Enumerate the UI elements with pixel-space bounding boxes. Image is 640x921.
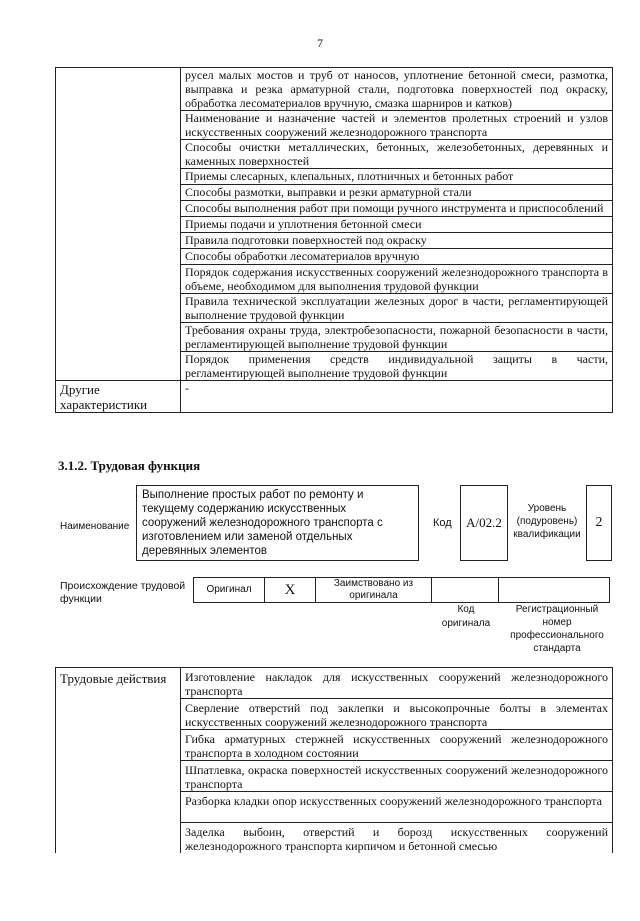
table-cell: Способы размотки, выправки и резки арматурной стали xyxy=(181,185,613,201)
table-cell: Гибка арматурных стержней искусственных сооружений железнодорожного транспорта в холодном состоянии xyxy=(181,730,613,761)
other-characteristics-label: Другие характеристики xyxy=(56,381,181,413)
labor-actions-table xyxy=(55,667,613,853)
table-cell: Заделка выбоин, отверстий и борозд искусственных сооружений железнодорожного транспорта кирпичом и бетонной смесью xyxy=(181,823,613,854)
table-cell: Наименование и назначение частей и элементов пролетных строений и узлов искусственных сооружений железнодорожного транспорта xyxy=(181,111,613,140)
table-cell: Шпатлевка, окраска поверхностей искусственных сооружений железнодорожного транспорта xyxy=(181,761,613,792)
table-cell: Порядок содержания искусственных сооружений железнодорожного транспорта в объеме, необходимом для выполнения трудовой функции xyxy=(181,265,613,294)
labor-actions-label: Трудовые действия xyxy=(56,668,181,854)
original-code-caption: Код оригинала xyxy=(441,604,491,629)
original-cell: Оригинал xyxy=(194,578,265,603)
qualification-level-label: Уровень (подуровень) квалификации xyxy=(513,503,581,540)
table-cell: Способы очистки металлических, бетонных, железобетонных, деревянных и каменных поверхностей xyxy=(181,140,613,169)
original-mark: X xyxy=(265,578,316,603)
table-cell: Приемы слесарных, клепальных, плотничных и бетонных работ xyxy=(181,169,613,185)
registration-number-cell xyxy=(499,578,610,603)
table-cell: Правила технической эксплуатации железных дорог в части, регламентирующей выполнение трудовой функции xyxy=(181,294,613,323)
empty-label-cell xyxy=(56,68,181,381)
table-cell: Сверление отверстий под заклепки и высокопрочные болты в элементах искусственных сооружений железнодорожного транспорта xyxy=(181,699,613,730)
code-label: Код xyxy=(433,517,452,529)
table-cell: Разборка кладки опор искусственных сооружений железнодорожного транспорта xyxy=(181,792,613,823)
origin-table xyxy=(193,577,610,603)
name-label: Наименование xyxy=(60,521,130,532)
function-name-box: Выполнение простых работ по ремонту и текущему содержанию искусственных сооружений железнодорожного транспорта с изготовлением или заменой отдельных деревянных элементов xyxy=(136,485,419,561)
table-cell: Изготовление накладок для искусственных сооружений железнодорожного транспорта xyxy=(181,668,613,699)
table-row xyxy=(194,578,610,603)
table-cell: Требования охраны труда, электробезопасности, пожарной безопасности в части, регламентирующей выполнение трудовой функции xyxy=(181,323,613,352)
table-cell: Порядок применения средств индивидуальной защиты в части, регламентирующей выполнение трудовой функции xyxy=(181,352,613,381)
code-box: А/02.2 xyxy=(460,485,508,561)
required-knowledge-table xyxy=(55,67,613,413)
other-characteristics-value: - xyxy=(181,381,613,413)
origin-label: Происхождение трудовой функции xyxy=(60,580,186,605)
table-row xyxy=(56,381,613,413)
table-cell: Способы обработки лесоматериалов вручную xyxy=(181,249,613,265)
borrowed-cell: Заимствовано из оригинала xyxy=(316,578,432,603)
table-row xyxy=(56,68,613,111)
original-code-cell xyxy=(432,578,499,603)
table-row xyxy=(56,668,613,699)
registration-number-caption: Регистрационный номер профессионального стандарта xyxy=(510,604,604,654)
table-cell: Правила подготовки поверхностей под окраску xyxy=(181,233,613,249)
table-cell: Приемы подачи и уплотнения бетонной смеси xyxy=(181,217,613,233)
table-cell: Способы выполнения работ при помощи ручного инструмента и приспособлений xyxy=(181,201,613,217)
page-number: 7 xyxy=(317,36,323,50)
table-cell: русел малых мостов и труб от наносов, уплотнение бетонной смеси, размотка, выправка и резка арматурной стали, подготовка поверхностей под окраску, обработка лесоматериалов вручную, смазка шарниров и катков) xyxy=(181,68,613,111)
section-title: 3.1.2. Трудовая функция xyxy=(58,458,201,473)
qualification-level-box: 2 xyxy=(586,485,612,561)
